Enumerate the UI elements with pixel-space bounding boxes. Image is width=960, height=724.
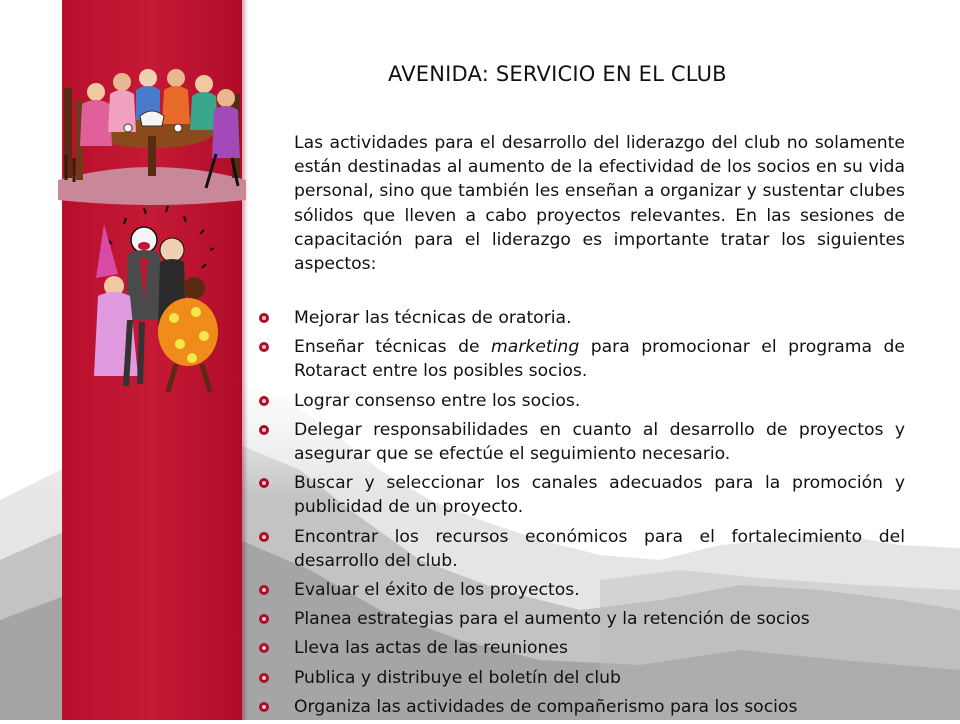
bullet-text-after: para promocionar el programa de Rotaract entre los posibles socios. — [294, 337, 905, 382]
bullet-text: Evaluar el éxito de los proyectos. — [294, 580, 580, 601]
slide-title: AVENIDA: SERVICIO EN EL CLUB — [388, 62, 727, 86]
bullet-item-actas — [258, 636, 905, 660]
flower-bullet-icon — [258, 672, 270, 684]
flower-bullet-icon — [258, 613, 270, 625]
bullet-text: Lleva las actas de las reuniones — [294, 638, 568, 659]
bullet-text: Delegar responsabilidades en cuanto al desarrollo de proyectos y asegurar que se efectúe el seguimiento necesario. — [294, 419, 905, 465]
party-characters-illustration — [84, 200, 224, 400]
bullet-item-delegar — [258, 418, 905, 466]
bullet-text: Publica y distribuye el boletín del club — [294, 667, 621, 688]
flower-bullet-icon — [258, 642, 270, 654]
meeting-table-illustration — [56, 58, 248, 208]
bullet-text: Organiza las actividades de compañerismo para los socios — [294, 696, 798, 717]
bullet-item-canales — [258, 471, 905, 519]
flower-bullet-icon — [258, 701, 270, 713]
intro-paragraph: Las actividades para el desarrollo del liderazgo del club no solamente están destinadas al aumento de la efectividad de los socios en su vida personal, sino que también les enseñan a organizar y sustentar clubes sólidos que lleven a cabo proyectos relevantes. En las sesiones de capacitación para el liderazgo es importante tratar los siguientes aspectos: — [294, 133, 905, 275]
bullet-item-marketing — [258, 335, 905, 383]
bullet-item-oratoria — [258, 306, 905, 330]
bullet-text-before: Enseñar técnicas de — [294, 337, 492, 358]
flower-bullet-icon — [258, 531, 270, 543]
bullet-text: Planea estrategias para el aumento y la retención de socios — [294, 609, 810, 630]
flower-bullet-icon — [258, 584, 270, 596]
bullet-item-boletin — [258, 666, 905, 690]
flower-bullet-icon — [258, 395, 270, 407]
flower-bullet-icon — [258, 341, 270, 353]
bullet-text: Lograr consenso entre los socios. — [294, 390, 581, 411]
bullet-text: Encontrar los recursos económicos para el fortalecimiento del desarrollo del club. — [294, 526, 905, 571]
flower-bullet-icon — [258, 312, 270, 324]
bullet-item-companerismo — [258, 695, 905, 719]
bullet-text: Buscar y seleccionar los canales adecuados para la promoción y publicidad de un proyecto. — [294, 473, 905, 518]
bullet-item-recursos — [258, 525, 905, 573]
bullet-text: Mejorar las técnicas de oratoria. — [294, 308, 572, 328]
flower-bullet-icon — [258, 424, 270, 436]
bullet-item-estrategias — [258, 607, 905, 631]
bullet-item-evaluar — [258, 578, 905, 602]
bullet-item-consenso — [258, 389, 905, 413]
bullet-text-emphasis: marketing — [491, 337, 580, 358]
aspects-bullet-list — [258, 306, 905, 724]
flower-bullet-icon — [258, 477, 270, 489]
